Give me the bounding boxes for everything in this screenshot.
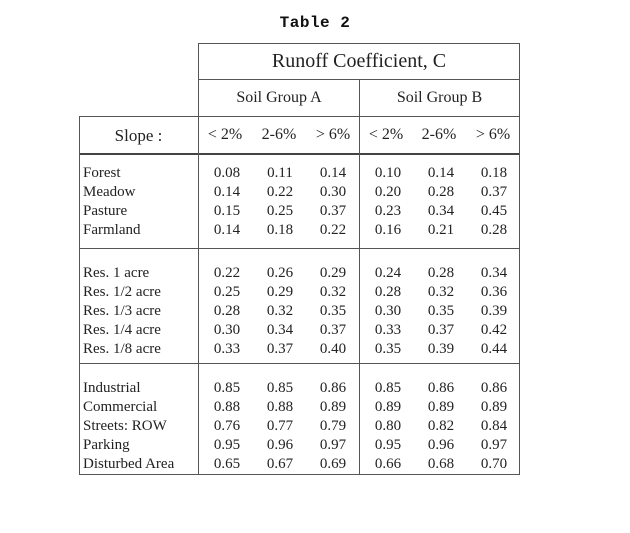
cell: 0.34 (266, 322, 294, 338)
cell: 0.18 (480, 165, 508, 181)
cell: 0.39 (480, 303, 508, 319)
cell: 0.28 (374, 284, 402, 300)
cell: 0.65 (213, 456, 241, 472)
cell: 0.32 (427, 284, 455, 300)
cell: 0.35 (427, 303, 455, 319)
cell: 0.80 (374, 418, 402, 434)
cell: 0.95 (374, 437, 402, 453)
cell: 0.70 (480, 456, 508, 472)
cell: 0.14 (427, 165, 455, 181)
cell: 0.89 (319, 399, 347, 415)
cell: 0.84 (480, 418, 508, 434)
cell: 0.37 (266, 341, 294, 357)
row-label: Forest (83, 165, 121, 181)
cell: 0.86 (480, 380, 508, 396)
border-right (519, 43, 520, 475)
cell: 0.77 (266, 418, 294, 434)
cell: 0.86 (319, 380, 347, 396)
header-group-b: Soil Group B (396, 89, 483, 106)
cell: 0.79 (319, 418, 347, 434)
cell: 0.14 (213, 184, 241, 200)
row-label: Res. 1/3 acre (83, 303, 161, 319)
row-label: Streets: ROW (83, 418, 167, 434)
slope-a-1: < 2% (207, 126, 243, 143)
border-bottom (79, 474, 520, 475)
cell: 0.37 (480, 184, 508, 200)
cell: 0.25 (266, 203, 294, 219)
cell: 0.39 (427, 341, 455, 357)
cell: 0.32 (266, 303, 294, 319)
row-label: Pasture (83, 203, 128, 219)
cell: 0.35 (374, 341, 402, 357)
slope-a-2: 2-6% (261, 126, 297, 143)
cell: 0.37 (319, 203, 347, 219)
cell: 0.85 (266, 380, 294, 396)
cell: 0.68 (427, 456, 455, 472)
cell: 0.25 (213, 284, 241, 300)
cell: 0.37 (319, 322, 347, 338)
cell: 0.89 (480, 399, 508, 415)
cell: 0.40 (319, 341, 347, 357)
cell: 0.96 (427, 437, 455, 453)
cell: 0.82 (427, 418, 455, 434)
cell: 0.88 (266, 399, 294, 415)
cell: 0.10 (374, 165, 402, 181)
row-label: Parking (83, 437, 130, 453)
border-group-divider (359, 79, 360, 475)
cell: 0.44 (480, 341, 508, 357)
cell: 0.29 (266, 284, 294, 300)
cell: 0.67 (266, 456, 294, 472)
cell: 0.26 (266, 265, 294, 281)
cell: 0.34 (480, 265, 508, 281)
cell: 0.28 (480, 222, 508, 238)
cell: 0.28 (213, 303, 241, 319)
cell: 0.96 (266, 437, 294, 453)
cell: 0.14 (319, 165, 347, 181)
row-label: Commercial (83, 399, 158, 415)
border-groups-bottom (79, 116, 520, 117)
cell: 0.85 (213, 380, 241, 396)
cell: 0.15 (213, 203, 241, 219)
cell: 0.76 (213, 418, 241, 434)
cell: 0.35 (319, 303, 347, 319)
cell: 0.95 (213, 437, 241, 453)
row-label: Res. 1/2 acre (83, 284, 161, 300)
cell: 0.66 (374, 456, 402, 472)
cell: 0.45 (480, 203, 508, 219)
cell: 0.86 (427, 380, 455, 396)
row-label: Res. 1/8 acre (83, 341, 161, 357)
cell: 0.16 (374, 222, 402, 238)
cell: 0.22 (319, 222, 347, 238)
slope-b-3: > 6% (475, 126, 511, 143)
divider-section-1 (79, 248, 520, 249)
slope-b-2: 2-6% (421, 126, 457, 143)
border-top (198, 43, 520, 44)
row-label: Farmland (83, 222, 141, 238)
cell: 0.88 (213, 399, 241, 415)
cell: 0.21 (427, 222, 455, 238)
row-label: Res. 1/4 acre (83, 322, 161, 338)
cell: 0.34 (427, 203, 455, 219)
cell: 0.18 (266, 222, 294, 238)
cell: 0.08 (213, 165, 241, 181)
slope-a-3: > 6% (315, 126, 351, 143)
divider-section-2 (79, 363, 520, 364)
cell: 0.11 (267, 165, 293, 181)
cell: 0.24 (374, 265, 402, 281)
border-label-divider (198, 43, 199, 475)
slope-label: Slope : (114, 126, 163, 145)
border-header-bottom (79, 153, 520, 155)
cell: 0.85 (374, 380, 402, 396)
cell: 0.22 (266, 184, 294, 200)
cell: 0.30 (213, 322, 241, 338)
cell: 0.30 (374, 303, 402, 319)
cell: 0.28 (427, 184, 455, 200)
header-title: Runoff Coefficient, C (271, 50, 447, 72)
header-group-a: Soil Group A (236, 89, 322, 106)
row-label: Res. 1 acre (83, 265, 150, 281)
row-label: Disturbed Area (83, 456, 175, 472)
cell: 0.20 (374, 184, 402, 200)
slope-b-1: < 2% (368, 126, 404, 143)
cell: 0.89 (427, 399, 455, 415)
cell: 0.33 (374, 322, 402, 338)
cell: 0.89 (374, 399, 402, 415)
cell: 0.30 (319, 184, 347, 200)
cell: 0.33 (213, 341, 241, 357)
border-left (79, 116, 80, 475)
cell: 0.32 (319, 284, 347, 300)
cell: 0.97 (319, 437, 347, 453)
cell: 0.23 (374, 203, 402, 219)
cell: 0.29 (319, 265, 347, 281)
table-caption: Table 2 (279, 14, 351, 32)
cell: 0.37 (427, 322, 455, 338)
cell: 0.69 (319, 456, 347, 472)
runoff-table (79, 43, 520, 475)
cell: 0.97 (480, 437, 508, 453)
row-label: Industrial (83, 380, 141, 396)
cell: 0.42 (480, 322, 508, 338)
cell: 0.28 (427, 265, 455, 281)
cell: 0.22 (213, 265, 241, 281)
row-label: Meadow (83, 184, 136, 200)
cell: 0.36 (480, 284, 508, 300)
cell: 0.14 (213, 222, 241, 238)
